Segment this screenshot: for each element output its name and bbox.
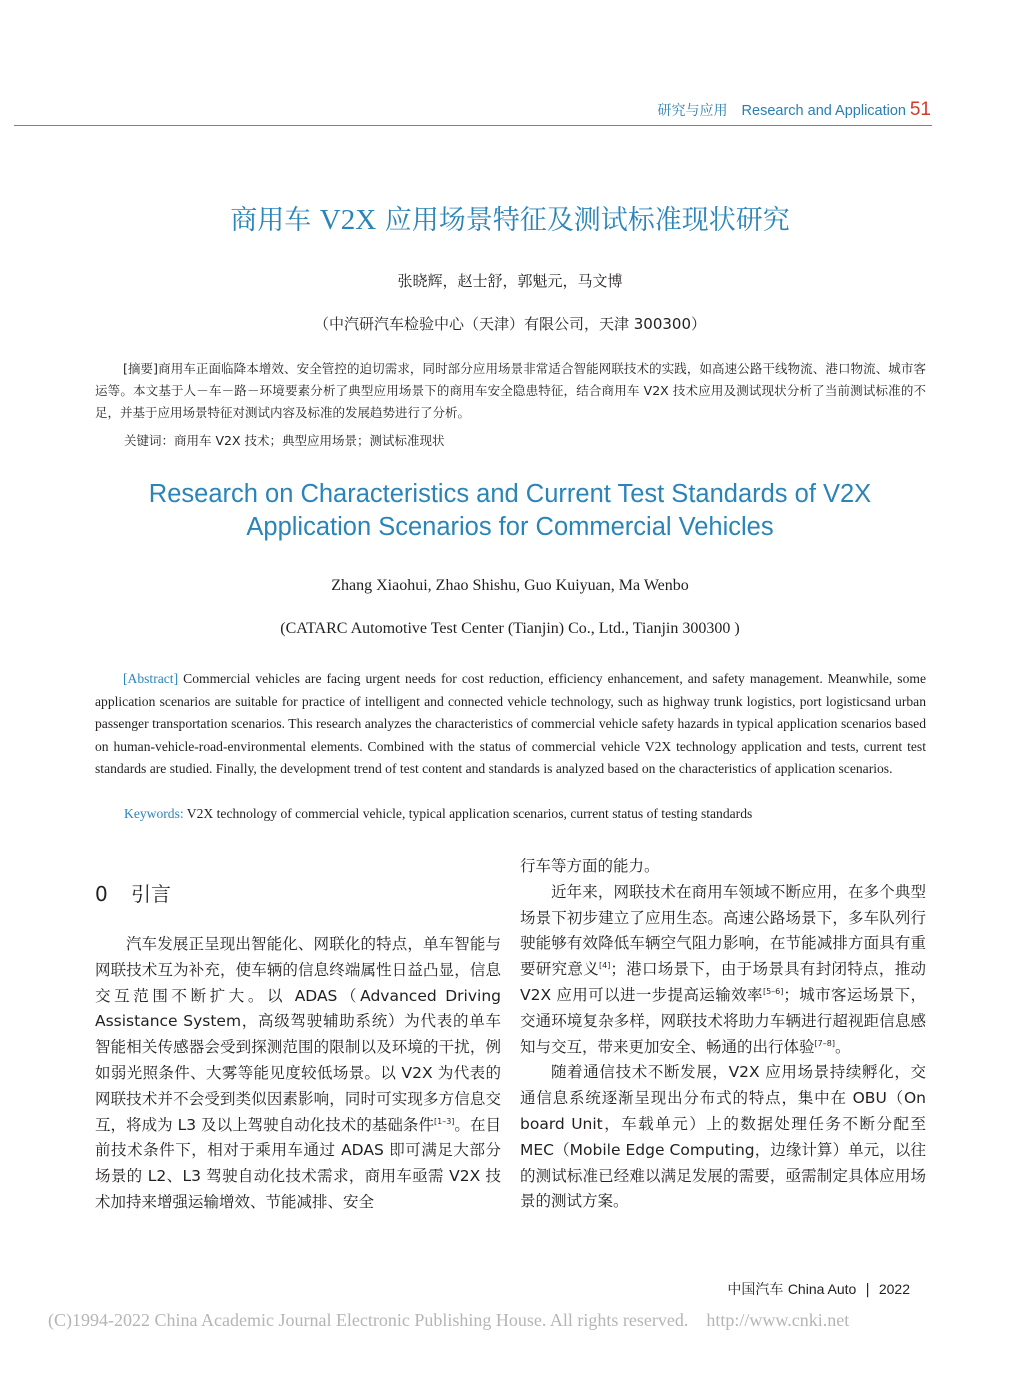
header-section-en: Research and Application <box>741 103 906 119</box>
footer-journal-zh: 中国汽车 <box>727 1282 784 1298</box>
paper-title-zh <box>0 198 1020 237</box>
footer-journal-en: China Auto <box>787 1281 857 1297</box>
copyright-watermark <box>48 1310 849 1331</box>
title-en-line1: Research on Characteristics and Current Test Standards of V2X <box>148 480 872 508</box>
left-column <box>95 932 501 1216</box>
citation-5-6: [5–6] <box>762 986 784 996</box>
header-section-zh: 研究与应用 <box>657 103 728 119</box>
right-column <box>520 854 926 1215</box>
citation-1-3: [1–3] <box>433 1116 455 1126</box>
intro-paragraph-1 <box>95 932 501 1216</box>
citation-4: [4] <box>599 961 611 971</box>
authors-en: Zhang Xiaohui, Zhao Shishu, Guo Kuiyuan, Ma Wenbo <box>331 577 689 594</box>
page-number: 51 <box>909 99 931 120</box>
running-header <box>658 100 906 120</box>
footer-year: 2022 <box>878 1281 910 1297</box>
paper-title-en <box>0 478 1020 544</box>
title-en-line2: Application Scenarios for Commercial Vehicles <box>246 513 774 541</box>
para2-text-a: 近年来，网联技术在商用车领域不断应用，在多个典型场景下初步建立了应用生态。高速公路场景下，多车队列行驶能够有效降低车辆空气阻力影响，在节能减排方面具有重要研究意义 <box>520 882 926 979</box>
para2-text-b: ；港口场景下，由于场景具有封闭特点，推动 V2X 应用可以进一步提高运输效率 <box>520 960 926 1004</box>
section-heading <box>95 878 171 907</box>
intro-paragraph-3: 随着通信技术不断发展，V2X 应用场景持续孵化，交通信息系统逐渐呈现出分布式的特点，集中在 OBU（On board Unit，车载单元）上的数据处理任务不断分配至 MEC（Mobile Edge Computing，边缘计算）单元，以往的测试标准已经难以满足发展的需要，亟需制定具体应用场景的测试方案。 <box>520 1063 926 1211</box>
section-number: 0 <box>95 882 108 906</box>
copyright-url: http://www.cnki.net <box>706 1310 850 1330</box>
footer <box>727 1279 910 1299</box>
title-zh-part1: 商用车 <box>230 205 320 236</box>
keywords-en <box>124 806 752 822</box>
abstract-en <box>95 668 926 781</box>
section-title: 引言 <box>131 882 171 906</box>
intro-paragraph-2 <box>520 880 926 1061</box>
keywords-en-text: V2X technology of commercial vehicle, typical application scenarios, current status of testing standards <box>183 806 753 821</box>
keywords-en-label: Keywords: <box>124 806 184 821</box>
title-zh-part2: 应用场景特征及测试标准现状研究 <box>376 205 790 236</box>
affiliation-en: (CATARC Automotive Test Center (Tianjin) Co., Ltd., Tianjin 300300 ) <box>280 620 740 637</box>
abstract-en-text: Commercial vehicles are facing urgent needs for cost reduction, efficiency enhancement, and safety management. Meanwhile, some application scenarios are suitable for practice of intelligent and connected vehicle technology, such as highway trunk logistics, port logisticsand urban passenger transportation scenarios. This research analyzes the characteristics of commercial vehicle safety hazards in typical application scenarios based on human-vehicle-road-environmental elements. Combined with the status of commercial vehicle V2X technology application and tests, current test standards are studied. Finally, the development trend of test content and standards is analyzed based on the characteristics of application scenarios. <box>95 671 926 777</box>
keywords-zh: 关键词：商用车 V2X 技术；典型应用场景；测试标准现状 <box>124 433 445 448</box>
abstract-en-label: [Abstract] <box>123 671 179 686</box>
affiliation-zh: （中汽研汽车检验中心（天津）有限公司，天津 300300） <box>313 315 707 333</box>
copyright-text: (C)1994-2022 China Academic Journal Electronic Publishing House. All rights reserved. <box>48 1310 689 1330</box>
title-zh-latin: V2X <box>319 204 377 236</box>
para2-text-c: ；城市客运场景下，交通环境复杂多样，网联技术将助力车辆进行超视距信息感知与交互，带来更加安全、畅通的出行体验 <box>520 985 926 1056</box>
citation-7-8: [7–8] <box>814 1038 835 1048</box>
footer-separator: | <box>865 1282 870 1298</box>
authors-zh: 张晓辉，赵士舒，郭魁元，马文博 <box>397 272 623 290</box>
para1-text-b: 。在目前技术条件下，相对于乘用车通过 ADAS 即可满足大部分场景的 L2、L3 驾驶自动化技术需求，商用车亟需 V2X 技术加持来增强运输增效、节能减排、安全 <box>95 1115 501 1211</box>
abstract-zh: [摘要]商用车正面临降本增效、安全管控的迫切需求，同时部分应用场景非常适合智能网联技术的实践，如高速公路干线物流、港口物流、城市客运等。本文基于人－车－路－环境要素分析了典型应用场景下的商用车安全隐患特征，结合商用车 V2X 技术应用及测试现状分析了当前测试标准的不足，并基于应用场景特征对测试内容及标准的发展趋势进行了分析。 <box>95 361 926 420</box>
para1-text-a: 汽车发展正呈现出智能化、网联化的特点，单车智能与网联技术互为补充，使车辆的信息终端属性日益凸显，信息交互范围不断扩大。以 ADAS（Advanced Driving Assistance System，高级驾驶辅助系统）为代表的单车智能相关传感器会受到探测范围的限制以及环境的干扰，例如弱光照条件、大雾等能见度较低场景。以 V2X 为代表的网联技术并不会受到类似因素影响，同时可实现多方信息交互，将成为 L3 及以上驾驶自动化技术的基础条件 <box>95 935 501 1134</box>
intro-paragraph-1-cont: 行车等方面的能力。 <box>520 857 660 875</box>
para2-text-d: 。 <box>834 1037 851 1056</box>
